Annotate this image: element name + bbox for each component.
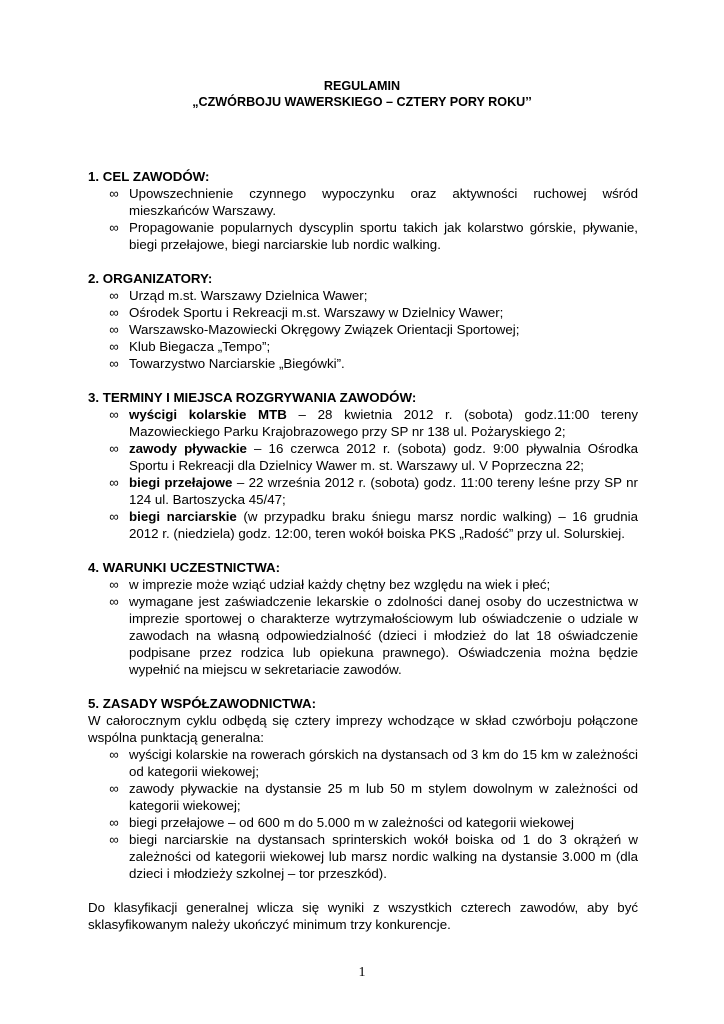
section-4 bbox=[88, 559, 638, 678]
infinity-bullet-icon: ∞ bbox=[109, 441, 119, 456]
infinity-bullet-icon: ∞ bbox=[109, 781, 119, 796]
list-item bbox=[88, 219, 638, 253]
event-details: – 16 czerwca 2012 r. (sobota) godz. 9:00 pływalnia Ośrodka Sportu i Rekreacji dla Dzielnicy Wawer m. st. Warszawy ul. V Poprzeczna 22; bbox=[129, 441, 638, 473]
bullet-list bbox=[88, 746, 638, 882]
section-heading: 2. ORGANIZATORY: bbox=[88, 271, 213, 286]
infinity-bullet-icon: ∞ bbox=[109, 339, 119, 354]
infinity-bullet-icon: ∞ bbox=[109, 832, 119, 847]
list-item bbox=[88, 440, 638, 474]
list-item bbox=[88, 287, 638, 304]
list-item bbox=[88, 780, 638, 814]
list-item-text: Towarzystwo Narciarskie „Biegówki”. bbox=[129, 356, 345, 371]
infinity-bullet-icon: ∞ bbox=[109, 186, 119, 201]
list-item-text: wyścigi kolarskie na rowerach górskich na dystansach od 3 km do 15 km w zależności od kategorii wiekowej; bbox=[129, 747, 638, 779]
event-details: – 22 września 2012 r. (sobota) godz. 11:00 tereny leśne przy SP nr 124 ul. Bartoszycka 45/47; bbox=[129, 475, 638, 507]
event-name: biegi narciarskie bbox=[129, 509, 237, 524]
document-title: REGULAMIN bbox=[323, 79, 401, 93]
list-item-text: biegi przełajowe – od 600 m do 5.000 m w zależności od kategorii wiekowej bbox=[129, 815, 574, 830]
list-item-text: zawody pływackie na dystansie 25 m lub 50 m stylem dowolnym w zależności od kategorii wiekowej; bbox=[129, 781, 638, 813]
list-item-text: Upowszechnienie czynnego wypoczynku oraz aktywności ruchowej wśród mieszkańców Warszawy. bbox=[129, 186, 638, 218]
document-subtitle: „CZWÓRBOJU WAWERSKIEGO – CZTERY PORY ROKU’’ bbox=[192, 95, 532, 109]
event-details: (w przypadku braku śniegu marsz nordic walking) – 16 grudnia 2012 r. (niedziela) godz. 12:00, teren wokół boiska PKS „Radość” przy ul. Solurskiej. bbox=[129, 509, 638, 541]
section-2 bbox=[88, 270, 638, 372]
bullet-list bbox=[88, 576, 638, 678]
bullet-list bbox=[88, 185, 638, 253]
page-number: 1 bbox=[358, 965, 366, 980]
list-item-text: Propagowanie popularnych dyscyplin sportu takich jak kolarstwo górskie, pływanie, biegi przełajowe, biegi narciarskie lub nordic walking. bbox=[129, 220, 638, 252]
section-intro: W całorocznym cyklu odbędą się cztery imprezy wchodzące w skład czwórboju połączone wspólna punktacją generalna: bbox=[88, 713, 638, 745]
infinity-bullet-icon: ∞ bbox=[109, 356, 119, 371]
infinity-bullet-icon: ∞ bbox=[109, 815, 119, 830]
list-item bbox=[88, 338, 638, 355]
list-item-text: biegi narciarskie na dystansach sprinterskich wokół boiska od 1 do 3 okrążeń w zależności od kategorii wiekowej lub marsz nordic walking na dystansie 3.000 m (dla dzieci i młodzieży szkolnej – tor przeszkód). bbox=[129, 832, 638, 881]
bullet-list bbox=[88, 287, 638, 372]
section-5 bbox=[88, 695, 638, 933]
section-heading: 3. TERMINY I MIEJSCA ROZGRYWANIA ZAWODÓW: bbox=[88, 390, 417, 405]
infinity-bullet-icon: ∞ bbox=[109, 577, 119, 592]
list-item-text: w imprezie może wziąć udział każdy chętny bez względu na wiek i płeć; bbox=[129, 577, 551, 592]
closing-paragraph: Do klasyfikacji generalnej wlicza się wyniki z wszystkich czterech zawodów, aby być sklasyfikowanym należy ukończyć minimum trzy konkurencje. bbox=[88, 900, 638, 932]
list-item bbox=[88, 185, 638, 219]
infinity-bullet-icon: ∞ bbox=[109, 475, 119, 490]
list-item-text: Urząd m.st. Warszawy Dzielnica Wawer; bbox=[129, 288, 368, 303]
list-item bbox=[88, 474, 638, 508]
list-item bbox=[88, 321, 638, 338]
list-item bbox=[88, 355, 638, 372]
event-name: wyścigi kolarskie MTB bbox=[129, 407, 287, 422]
list-item bbox=[88, 814, 638, 831]
list-item bbox=[88, 508, 638, 542]
list-item-text: wymagane jest zaświadczenie lekarskie o zdolności danej osoby do uczestnictwa w imprezie sportowej o charakterze wytrzymałościowym lub oświadczenie o udziale w zawodach na własną odpowiedzialność (dzieci i młodzież do lat 18 oświadczenie podpisane przez rodzica lub opiekuna prawnego). Oświadczenia można będzie wypełnić na miejscu w sekretariacie zawodów. bbox=[129, 594, 638, 677]
list-item-text: Ośrodek Sportu i Rekreacji m.st. Warszawy w Dzielnicy Wawer; bbox=[129, 305, 504, 320]
list-item bbox=[88, 593, 638, 678]
event-details: – 28 kwietnia 2012 r. (sobota) godz.11:00 tereny Mazowieckiego Parku Krajobrazowego przy SP nr 138 ul. Pożaryskiego 2; bbox=[129, 407, 638, 439]
infinity-bullet-icon: ∞ bbox=[109, 288, 119, 303]
list-item-text: Warszawsko-Mazowiecki Okręgowy Związek Orientacji Sportowej; bbox=[129, 322, 520, 337]
infinity-bullet-icon: ∞ bbox=[109, 220, 119, 235]
list-item bbox=[88, 304, 638, 321]
event-name: zawody pływackie bbox=[129, 441, 247, 456]
infinity-bullet-icon: ∞ bbox=[109, 509, 119, 524]
section-heading: 5. ZASADY WSPÓŁZAWODNICTWA: bbox=[88, 696, 317, 711]
infinity-bullet-icon: ∞ bbox=[109, 322, 119, 337]
document-body bbox=[88, 168, 638, 950]
section-heading: 1. CEL ZAWODÓW: bbox=[88, 169, 210, 184]
infinity-bullet-icon: ∞ bbox=[109, 594, 119, 609]
list-item-text: Klub Biegacza „Tempo”; bbox=[129, 339, 271, 354]
section-1 bbox=[88, 168, 638, 253]
section-heading: 4. WARUNKI UCZESTNICTWA: bbox=[88, 560, 281, 575]
event-name: biegi przełajowe bbox=[129, 475, 233, 490]
bullet-list bbox=[88, 406, 638, 542]
section-3 bbox=[88, 389, 638, 542]
list-item bbox=[88, 831, 638, 882]
infinity-bullet-icon: ∞ bbox=[109, 747, 119, 762]
list-item bbox=[88, 576, 638, 593]
list-item bbox=[88, 746, 638, 780]
infinity-bullet-icon: ∞ bbox=[109, 305, 119, 320]
infinity-bullet-icon: ∞ bbox=[109, 407, 119, 422]
list-item bbox=[88, 406, 638, 440]
